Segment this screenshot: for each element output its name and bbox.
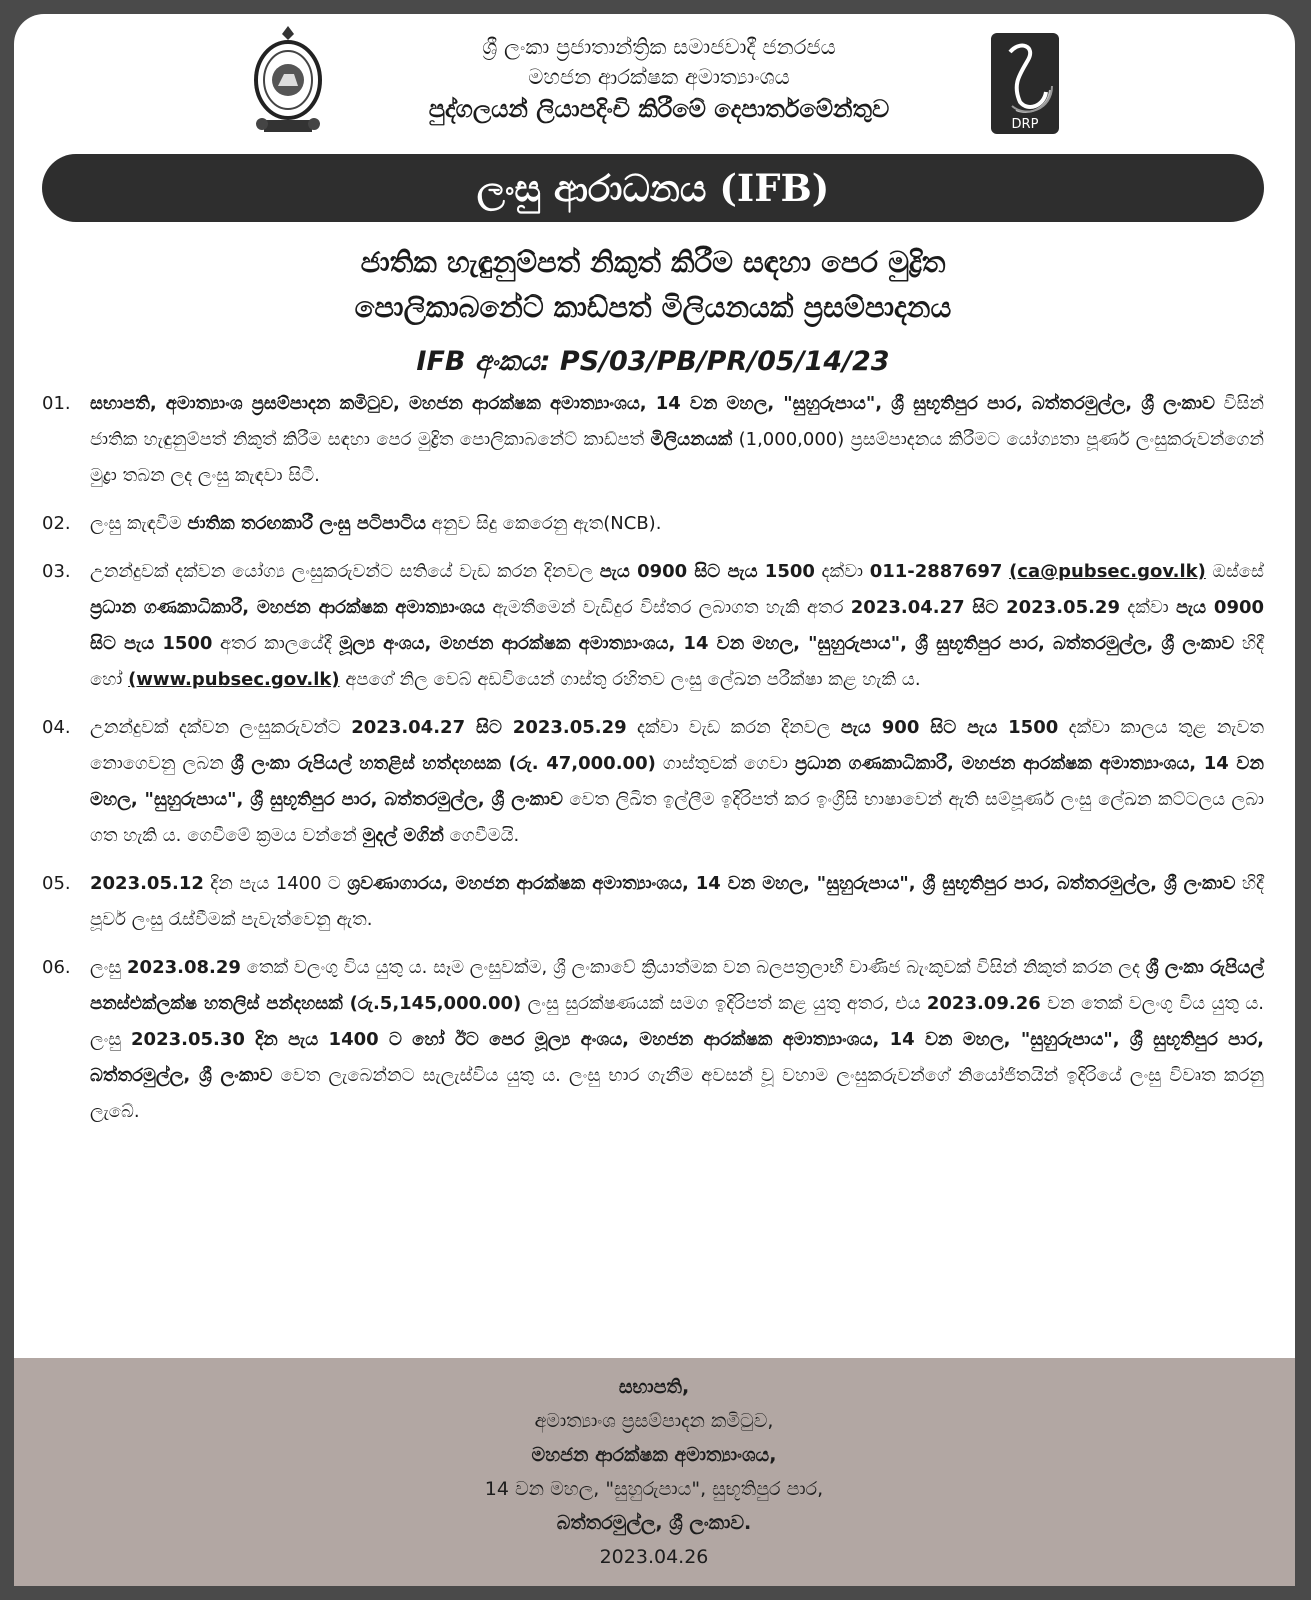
clause-text: විසින් ජාතික හැඳුනුම්පත් නිකුත් කිරීම සඳහා පෙර මුද්‍රිත පොලිකාබනේට් කාඩ්පත් <box>90 393 1264 450</box>
clause-text: අනුව සිදු කෙරෙනු ඇත(NCB). <box>425 513 662 534</box>
clause-text: ලංසු <box>90 957 128 978</box>
notice-sheet <box>14 14 1295 1586</box>
clause-text: දක්වා වැඩ කරන දිනවල <box>626 717 841 738</box>
clause-number: 01. <box>42 393 71 414</box>
notice-title <box>42 240 1264 330</box>
footer-signature <box>14 1358 1295 1586</box>
clause-text: (www.pubsec.gov.lk) <box>128 669 340 690</box>
clause-text: ප්‍රධාන ගණකාධිකාරී, මහජන ආරක්ෂක අමාත්‍යාංශය <box>90 597 486 618</box>
clause-number: 02. <box>42 513 71 534</box>
clause-text: ගාස්තුවක් ගෙවා <box>655 753 795 774</box>
clause-text: (1,000,000) ප්‍රසම්පාදනය කිරීමට යෝග්‍යතා පූර්ණ ලංසුකරුවන්ගෙන් මුද්‍රා තබන ලද ලංසු කැඳවා සිටී. <box>90 429 1265 486</box>
clause-text: උනන්දුවක් දක්වන ලංසුකරුවන්ට <box>90 717 352 738</box>
clause-6 <box>42 950 1264 1130</box>
clause-text: මිලියනයක් <box>650 429 733 450</box>
clause-3 <box>42 554 1264 698</box>
header-ministry: මහජන ආරක්ෂක අමාත්‍යාංශය <box>528 65 790 89</box>
clause-text: උනන්දුවක් දක්වන යෝග්‍ය ලංසුකරුවන්ට සතියේ වැඩ කරන දිනවල <box>90 561 600 582</box>
clause-5 <box>42 866 1264 938</box>
clause-text: ශ්‍රවණාගාරය, මහජන ආරක්ෂක අමාත්‍යාංශය, 14 වන මහල, "සුහුරුපාය", ශ්‍රී සුභූතිපුර පාර, බත්තරමුල්ල, ශ්‍රී ලංකාව <box>347 873 1236 894</box>
clause-text: 2023.05.12 <box>90 873 204 894</box>
clause-text: වෙත ලිඛිත ඉල්ලීම ඉදිරිපත් කර ඉංග්‍රීසි භාෂාවෙන් ඇති සම්පූර්ණ ලංසු ලේඛන කට්ටලය ලබා ගත හැකි ය. ගෙවීමේ ක්‍රමය වන්නේ <box>90 789 1264 846</box>
footer-text <box>254 1370 1054 1574</box>
clause-2 <box>42 506 1264 542</box>
clause-text: හිදී පූර්ව ලංසු රැස්වීමක් පැවැත්වෙනු ඇත. <box>90 873 1264 930</box>
clause-text: දක්වා කාලය තුළ නැවත නොගෙවනු ලබන <box>90 717 1264 774</box>
clause-text: දින පැය 1400 ට <box>203 873 348 894</box>
clause-number: 05. <box>42 873 71 894</box>
clause-text: 011-2887697 <box>869 561 1003 582</box>
clause-text: (ca@pubsec.gov.lk) <box>1009 561 1206 582</box>
clause-text: අපගේ නිල වෙබ් අඩවියෙන් ගාස්තු රහිතව ලංසු ලේඛන පරීක්ෂා කළ හැකි ය. <box>339 669 921 690</box>
clauses-list <box>42 386 1264 1142</box>
clause-text: දක්වා <box>1119 597 1176 618</box>
clause-text: ශ්‍රී ලංකා රුපියල් පනස්එක්ලක්ෂ හතලිස් පන්දහසක් (රු.5,145,000.00) <box>90 957 1264 1014</box>
sri-lanka-emblem-icon <box>250 24 326 136</box>
clause-text: හිදී හෝ <box>90 633 1264 690</box>
clause-number: 03. <box>42 561 71 582</box>
clause-text: 2023.09.26 <box>926 993 1041 1014</box>
clause-text: 2023.04.27 සිට 2023.05.29 <box>351 717 627 738</box>
footer-date: 2023.04.26 <box>599 1546 709 1568</box>
clause-text: ප්‍රධාන ගණකාධිකාරී, මහජන ආරක්ෂක අමාත්‍යාංශය, 14 වන මහල, "සුහුරුපාය", ශ්‍රී සුභූතිපුර පාර, බත්තරමුල්ල, ශ්‍රී ලංකාව <box>90 753 1264 810</box>
clause-text: ලංසු සුරක්ෂණයක් සමග ඉදිරිපත් කළ යුතු අතර, එය <box>521 993 927 1014</box>
clause-text: 2023.08.29 <box>127 957 241 978</box>
title-line1: ජාතික හැඳුනුම්පත් නිකුත් කිරීම සඳහා පෙර මුද්‍රිත <box>360 245 946 279</box>
footer-line5: බත්තරමුල්ල, ශ්‍රී ලංකාව. <box>556 1512 752 1534</box>
clause-text: ගෙවීමයි. <box>443 825 520 846</box>
ifb-number: IFB අංකය: PS/03/PB/PR/05/14/23 <box>416 346 890 377</box>
clause-text: අතර කාලයේදී <box>212 633 340 654</box>
clause-text: පැය 0900 සිට පැය 1500 <box>90 597 1265 654</box>
clause-number: 04. <box>42 717 71 738</box>
clause-number: 06. <box>42 957 71 978</box>
clause-text: දක්වා <box>814 561 870 582</box>
clause-text: මුදල් මගින් <box>362 825 444 846</box>
ifb-banner: ලංසු ආරාධනය (IFB) <box>42 154 1264 222</box>
clause-text: 2023.05.30 දින පැය 1400 ට හෝ ඊට පෙර මූල්‍ය අංශය, මහජන ආරක්ෂක අමාත්‍යාංශය, 14 වන මහල, "සුහුරුපාය", ශ්‍රී සුභූතිපුර පාර, බත්තරමුල්ල, ශ්‍රී ලංකාව <box>90 1029 1264 1086</box>
clause-text: ජාතික තරඟකාරී ලංසු පටිපාටිය <box>187 513 426 534</box>
header-text <box>334 32 984 126</box>
header <box>14 14 1295 144</box>
clause-text: පැය 0900 සිට පැය 1500 <box>599 561 815 582</box>
header-department: පුද්ගලයන් ලියාපදිංචි කිරීමේ දෙපාර්තමේන්තුව <box>428 95 890 123</box>
clause-text: ලංසු කැඳවීම <box>90 513 188 534</box>
clause-text: සභාපති, අමාත්‍යාංශ ප්‍රසම්පාදන කමිටුව, මහජන ආරක්ෂක අමාත්‍යාංශය, 14 වන මහල, "සුහුරුපාය", ශ්‍රී සුභූතිපුර පාර, බත්තරමුල්ල, ශ්‍රී ලංකාව <box>90 393 1215 414</box>
clause-text: පැය 900 සිට පැය 1500 <box>840 717 1059 738</box>
clause-text: වන තෙක් වලංගු විය යුතු ය. ලංසු <box>90 993 1264 1050</box>
footer-line4: 14 වන මහල, "සුහුරුපාය", සුභූතිපුර පාර, <box>484 1478 824 1500</box>
clause-text: ශ්‍රී ලංකා රුපියල් හතළිස් හත්දහසක (රු. 47,000.00) <box>230 753 656 774</box>
clause-text: මූල්‍ය අංශය, මහජන ආරක්ෂක අමාත්‍යාංශය, 14 වන මහල, "සුහුරුපාය", ශ්‍රී සුභූතිපුර පාර, බත්තරමුල්ල, ශ්‍රී ලංකාව <box>339 633 1235 654</box>
clause-text: ඇමතීමෙන් වැඩිදුර විස්තර ලබාගත හැකි අතර <box>485 597 851 618</box>
clause-text: ඔස්සේ <box>1205 561 1264 582</box>
footer-line2: අමාත්‍යාංශ ප්‍රසම්පාදන කමිටුව, <box>534 1410 774 1432</box>
clause-text: 2023.04.27 සිට 2023.05.29 <box>850 597 1120 618</box>
title-line2: පොලිකාබනේට් කාඩ්පත් මිලියනයක් ප්‍රසම්පාදනය <box>354 290 952 324</box>
clause-text: වෙත ලැබෙන්නට සැලැස්විය යුතු ය. ලංසු භාර ගැනීම අවසන් වූ වහාම ලංසුකරුවන්ගේ නියෝජිතයින් ඉදිරියේ ලංසු විවෘත කරනු ලැබේ. <box>90 1065 1264 1122</box>
clause-1 <box>42 386 1264 494</box>
clause-text: තෙක් වලංගු විය යුතු ය. සෑම ලංසුවක්ම, ශ්‍රී ලංකාවේ ක්‍රියාත්මක වන බලපත්‍රලාභී වාණිජ බැංකුවක් විසින් නිකුත් කරන ලද <box>240 957 1146 978</box>
drp-logo-icon <box>990 32 1060 135</box>
drp-logo-text: DRP <box>1011 117 1039 132</box>
clause-4 <box>42 710 1264 854</box>
header-country: ශ්‍රී ලංකා ප්‍රජාතාන්ත්‍රික සමාජවාදී ජනරජය <box>482 35 836 59</box>
footer-line3: මහජන ආරක්ෂක අමාත්‍යාංශය, <box>531 1444 777 1466</box>
footer-line1: සභාපති, <box>618 1376 690 1398</box>
